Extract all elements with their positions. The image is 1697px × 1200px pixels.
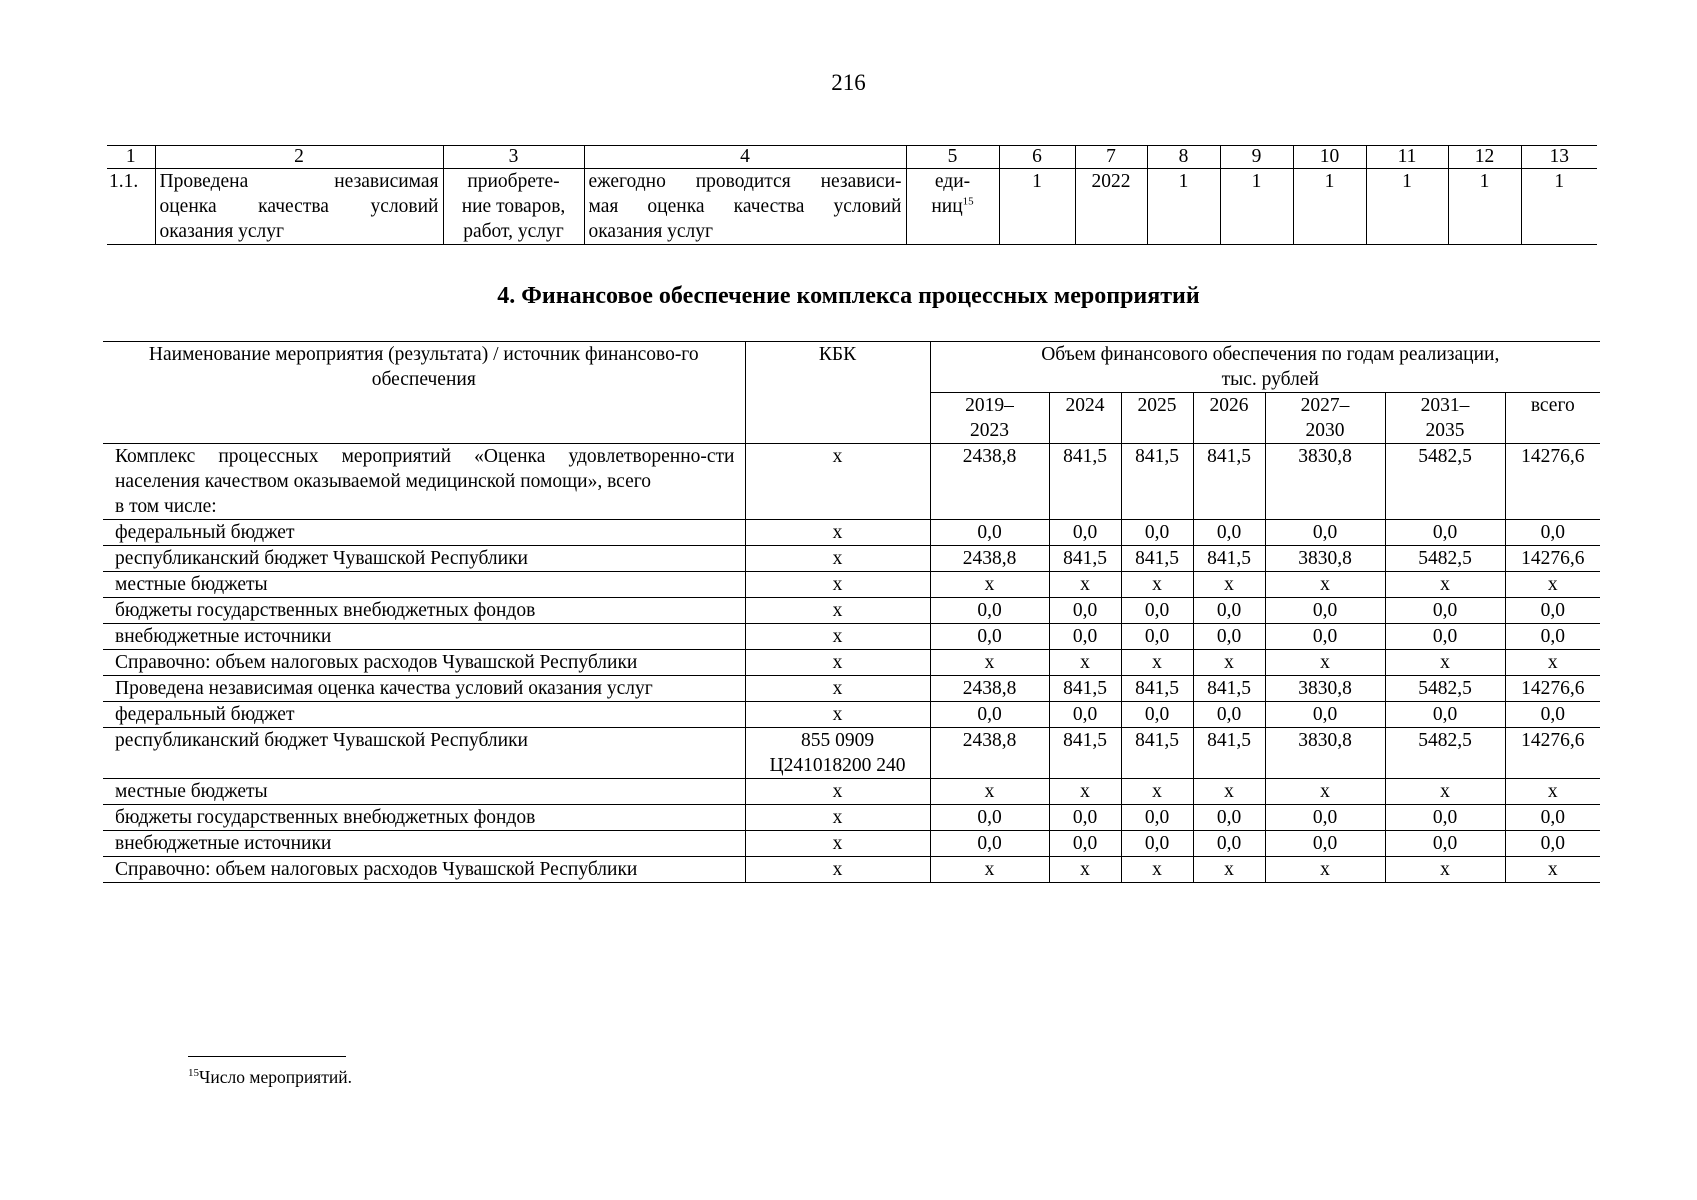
row-value: 0,0	[1121, 520, 1193, 546]
column-number: 1	[107, 146, 155, 169]
row-value: х	[1049, 572, 1121, 598]
row-value: 0,0	[930, 805, 1049, 831]
row-value: 0,0	[1385, 624, 1505, 650]
row-value: х	[1049, 779, 1121, 805]
row-value: 2438,8	[930, 676, 1049, 702]
row-name-text: Комплекс процессных мероприятий «Оценка удовлетворенно-сти населения качеством оказываемой медицинской помощи», всего	[115, 446, 735, 492]
footnote	[188, 1067, 352, 1088]
row-kbk: 855 0909 Ц241018200 240	[745, 728, 930, 779]
row-name	[103, 676, 745, 702]
row-value: 0,0	[1049, 702, 1121, 728]
row-value: х	[1265, 650, 1385, 676]
table-row	[103, 728, 1600, 779]
row-value: х	[1385, 650, 1505, 676]
row-name-text: республиканский бюджет Чувашской Республики	[115, 730, 528, 751]
table-row	[103, 857, 1600, 883]
financing-table	[103, 341, 1600, 883]
row-value: 841,5	[1049, 728, 1121, 779]
row-value: 3830,8	[1265, 546, 1385, 572]
page-number: 216	[831, 70, 866, 95]
column-number: 12	[1448, 146, 1521, 169]
row-value: х	[1385, 572, 1505, 598]
row-value: 14276,6	[1505, 546, 1600, 572]
row-value: 0,0	[1505, 624, 1600, 650]
result-type	[443, 169, 584, 245]
row-value: х	[1193, 650, 1265, 676]
table-row	[103, 444, 1600, 520]
table-row	[103, 676, 1600, 702]
header-year: всего	[1505, 393, 1600, 444]
table-row	[103, 831, 1600, 857]
row-value: 841,5	[1121, 676, 1193, 702]
row-value: х	[1385, 857, 1505, 883]
row-kbk: х	[745, 857, 930, 883]
row-kbk: х	[745, 676, 930, 702]
row-value: 0,0	[1265, 805, 1385, 831]
unit-text: ниц	[931, 196, 963, 217]
row-kbk: х	[745, 520, 930, 546]
row-value: х	[1385, 779, 1505, 805]
row-name-text: местные бюджеты	[115, 781, 268, 802]
row-value: 3830,8	[1265, 728, 1385, 779]
row-value: 0,0	[1505, 831, 1600, 857]
table-row	[103, 702, 1600, 728]
row-value: 0,0	[1265, 598, 1385, 624]
table-row	[107, 169, 1597, 245]
table-row	[103, 624, 1600, 650]
row-number: 1.1.	[107, 169, 155, 245]
row-value: х	[1121, 572, 1193, 598]
row-value: 0,0	[1193, 831, 1265, 857]
row-kbk: х	[745, 444, 930, 520]
row-value: х	[1121, 779, 1193, 805]
text-line: оценка качества условий	[159, 196, 439, 217]
row-kbk: х	[745, 624, 930, 650]
table-row	[103, 572, 1600, 598]
row-value: 0,0	[1505, 520, 1600, 546]
row-value: 2438,8	[930, 546, 1049, 572]
row-name	[103, 805, 745, 831]
row-value: 0,0	[1121, 598, 1193, 624]
row-value: 0,0	[1385, 805, 1505, 831]
row-value: х	[1265, 779, 1385, 805]
row-value: 841,5	[1121, 444, 1193, 520]
table-header-row	[107, 146, 1597, 169]
header-kbk: КБК	[745, 342, 930, 444]
row-value: х	[1505, 572, 1600, 598]
row-name-text: Справочно: объем налоговых расходов Чувашской Республики	[115, 859, 638, 880]
row-value: 841,5	[1193, 676, 1265, 702]
row-value: 0,0	[1265, 520, 1385, 546]
header-year: 2019–2023	[930, 393, 1049, 444]
row-value: 0,0	[930, 702, 1049, 728]
row-value: 0,0	[930, 598, 1049, 624]
row-name	[103, 779, 745, 805]
row-value: 0,0	[1193, 624, 1265, 650]
row-value: х	[1505, 779, 1600, 805]
row-name-text: Проведена независимая оценка качества условий оказания услуг	[115, 678, 653, 699]
row-value: 3830,8	[1265, 444, 1385, 520]
table-header-row	[103, 342, 1600, 393]
row-value: 14276,6	[1505, 444, 1600, 520]
row-kbk: х	[745, 805, 930, 831]
header-year: 2031–2035	[1385, 393, 1505, 444]
column-number: 9	[1220, 146, 1293, 169]
row-value: 0,0	[1193, 520, 1265, 546]
row-kbk: х	[745, 546, 930, 572]
row-name-text: внебюджетные источники	[115, 626, 332, 647]
table-row	[103, 805, 1600, 831]
row-value: 0,0	[1385, 831, 1505, 857]
row-value: 0,0	[1049, 624, 1121, 650]
header-year: 2027–2030	[1265, 393, 1385, 444]
row-kbk: х	[745, 572, 930, 598]
column-number: 7	[1075, 146, 1147, 169]
row-value: 0,0	[1121, 624, 1193, 650]
row-value: 0,0	[1265, 702, 1385, 728]
row-name	[103, 520, 745, 546]
section-title: 4. Финансовое обеспечение комплекса процессных мероприятий	[497, 283, 1200, 309]
row-name	[103, 598, 745, 624]
text-line: приобрете-	[467, 171, 560, 192]
row-value: х	[1265, 572, 1385, 598]
indicator-table	[107, 145, 1597, 245]
value-cell: 1	[1366, 169, 1448, 245]
row-value: 0,0	[930, 520, 1049, 546]
row-name-text: федеральный бюджет	[115, 704, 295, 725]
row-value: 0,0	[1049, 598, 1121, 624]
result-name	[155, 169, 443, 245]
row-value: 0,0	[1193, 805, 1265, 831]
column-number: 11	[1366, 146, 1448, 169]
text-line: Проведена независимая	[159, 171, 439, 192]
row-name	[103, 444, 745, 520]
row-name-text: Справочно: объем налоговых расходов Чувашской Республики	[115, 652, 638, 673]
row-name-text: местные бюджеты	[115, 574, 268, 595]
row-name-subtext: в том числе:	[115, 496, 217, 517]
result-description	[584, 169, 906, 245]
row-value: 841,5	[1121, 546, 1193, 572]
row-value: х	[1193, 779, 1265, 805]
header-year: 2024	[1049, 393, 1121, 444]
row-value: 0,0	[1265, 624, 1385, 650]
row-name	[103, 702, 745, 728]
header-year: 2026	[1193, 393, 1265, 444]
value-cell: 1	[999, 169, 1075, 245]
row-value: 0,0	[1193, 702, 1265, 728]
row-value: 0,0	[1049, 805, 1121, 831]
column-number: 8	[1147, 146, 1220, 169]
row-value: х	[1121, 857, 1193, 883]
row-value: 5482,5	[1385, 676, 1505, 702]
row-name-text: федеральный бюджет	[115, 522, 295, 543]
row-value: 841,5	[1049, 676, 1121, 702]
value-cell: 1	[1448, 169, 1521, 245]
row-value: 0,0	[1121, 805, 1193, 831]
row-name	[103, 650, 745, 676]
row-value: 841,5	[1049, 546, 1121, 572]
row-name-text: бюджеты государственных внебюджетных фондов	[115, 807, 536, 828]
row-name-text: внебюджетные источники	[115, 833, 332, 854]
row-value: 3830,8	[1265, 676, 1385, 702]
row-value: х	[1049, 650, 1121, 676]
footnote-rule	[188, 1056, 346, 1057]
column-number: 10	[1293, 146, 1366, 169]
column-number: 3	[443, 146, 584, 169]
row-value: 841,5	[1121, 728, 1193, 779]
table-row	[103, 650, 1600, 676]
text-line: мая оценка качества условий	[588, 196, 902, 217]
row-name	[103, 857, 745, 883]
row-name	[103, 728, 745, 779]
text-line: ние товаров,	[461, 196, 566, 217]
row-name	[103, 572, 745, 598]
column-number: 5	[906, 146, 999, 169]
row-name-text: бюджеты государственных внебюджетных фондов	[115, 600, 536, 621]
value-cell: 1	[1147, 169, 1220, 245]
header-name: Наименование мероприятия (результата) / источник финансово-го обеспечения	[103, 342, 745, 444]
row-value: 0,0	[930, 831, 1049, 857]
row-value: 14276,6	[1505, 676, 1600, 702]
row-value: х	[1193, 572, 1265, 598]
row-value: 0,0	[1505, 702, 1600, 728]
footnote-ref: 15	[962, 195, 974, 208]
row-value: 0,0	[1265, 831, 1385, 857]
row-value: х	[1505, 650, 1600, 676]
header-volume: Объем финансового обеспечения по годам реализации, тыс. рублей	[930, 342, 1600, 393]
row-name	[103, 546, 745, 572]
row-name	[103, 624, 745, 650]
footnote-number: 15	[188, 1067, 199, 1080]
row-kbk: х	[745, 831, 930, 857]
text-line: оказания услуг	[159, 221, 285, 242]
value-cell: 1	[1220, 169, 1293, 245]
column-number: 13	[1521, 146, 1597, 169]
value-cell: 1	[1293, 169, 1366, 245]
row-value: 14276,6	[1505, 728, 1600, 779]
row-value: 0,0	[1121, 831, 1193, 857]
row-value: 841,5	[1193, 728, 1265, 779]
row-value: х	[930, 857, 1049, 883]
unit-cell	[906, 169, 999, 245]
row-value: 5482,5	[1385, 728, 1505, 779]
header-year: 2025	[1121, 393, 1193, 444]
row-value: х	[1193, 857, 1265, 883]
text-line: работ, услуг	[463, 221, 564, 242]
column-number: 6	[999, 146, 1075, 169]
row-value: х	[1121, 650, 1193, 676]
row-value: 5482,5	[1385, 546, 1505, 572]
row-kbk: х	[745, 779, 930, 805]
row-value: 5482,5	[1385, 444, 1505, 520]
text-line: оказания услуг	[588, 221, 714, 242]
row-value: 841,5	[1049, 444, 1121, 520]
row-value: 841,5	[1193, 546, 1265, 572]
table-row	[103, 546, 1600, 572]
row-value: 841,5	[1193, 444, 1265, 520]
table-row	[103, 598, 1600, 624]
column-number: 4	[584, 146, 906, 169]
row-value: 0,0	[1385, 702, 1505, 728]
row-value: 0,0	[1049, 831, 1121, 857]
value-cell: 2022	[1075, 169, 1147, 245]
value-cell: 1	[1521, 169, 1597, 245]
unit-text: еди-	[934, 171, 971, 192]
row-value: 2438,8	[930, 444, 1049, 520]
row-value: 0,0	[1121, 702, 1193, 728]
text-line: ежегодно проводится независи-	[588, 171, 902, 192]
column-number: 2	[155, 146, 443, 169]
row-value: 0,0	[1049, 520, 1121, 546]
table-row	[103, 779, 1600, 805]
row-value: х	[1265, 857, 1385, 883]
row-name	[103, 831, 745, 857]
row-kbk: х	[745, 598, 930, 624]
row-value: х	[930, 572, 1049, 598]
row-value: х	[1505, 857, 1600, 883]
row-value: 0,0	[1385, 520, 1505, 546]
row-value: 2438,8	[930, 728, 1049, 779]
row-value: 0,0	[1385, 598, 1505, 624]
row-value: 0,0	[930, 624, 1049, 650]
row-kbk: х	[745, 650, 930, 676]
row-value: х	[1049, 857, 1121, 883]
row-value: 0,0	[1193, 598, 1265, 624]
table-row	[103, 520, 1600, 546]
row-value: х	[930, 779, 1049, 805]
footnote-text: Число мероприятий.	[199, 1067, 352, 1087]
row-name-text: республиканский бюджет Чувашской Республики	[115, 548, 528, 569]
row-value: 0,0	[1505, 805, 1600, 831]
row-value: х	[930, 650, 1049, 676]
row-value: 0,0	[1505, 598, 1600, 624]
row-kbk: х	[745, 702, 930, 728]
